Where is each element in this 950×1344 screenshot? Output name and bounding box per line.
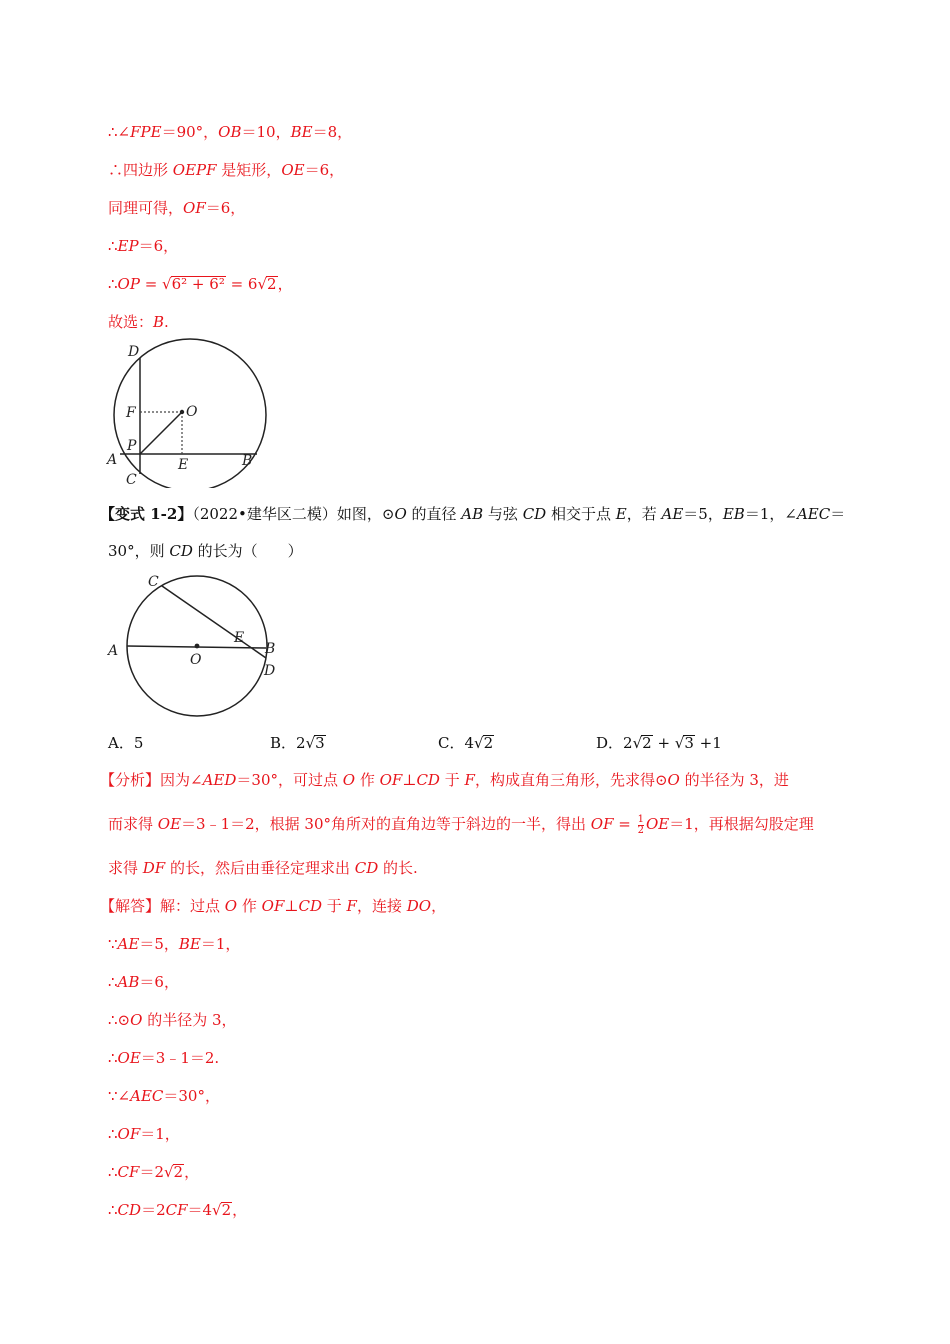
math-var: B [153, 313, 165, 331]
text: ∴ [108, 237, 118, 255]
text: ∴ [108, 1125, 118, 1143]
text: + [652, 734, 675, 752]
math-var: OP [117, 275, 140, 293]
math-var: OF [261, 897, 285, 915]
center-dot [180, 410, 184, 414]
math-var: FPE [130, 123, 162, 141]
text: ，若 [626, 505, 662, 523]
math-var: OF [117, 1125, 141, 1143]
answer-line-3 [108, 972, 179, 992]
text: 与弦 [483, 505, 523, 523]
math-var: OB [218, 123, 242, 141]
text: ∴ [108, 1049, 118, 1067]
analysis-line-3 [108, 858, 418, 878]
answer-line-4 [108, 1010, 237, 1030]
math-var: OF [379, 771, 403, 789]
text: +1 [694, 734, 722, 752]
solution-line-5: ∴OP = √6² + 6² = 6√2， [108, 275, 293, 293]
label-c: C [148, 574, 159, 590]
text: 故选： [108, 313, 154, 331]
text: 同理可得， [108, 199, 184, 217]
text: ∴ [108, 1163, 118, 1181]
text: ＝10， [241, 123, 291, 141]
text: ＝6， [304, 161, 345, 179]
text: （2022•建华区二模）如图， [192, 505, 382, 523]
text: 的半径为 3， [142, 1011, 237, 1029]
math-var: OE [157, 815, 182, 833]
text: = [139, 275, 163, 293]
problem-line-2 [108, 541, 303, 561]
answer-line-9: ∴CD＝2CF＝4√2， [108, 1201, 248, 1219]
option-d[interactable]: D．2√2 + √3 +1 [596, 734, 722, 752]
text: ∴∠ [108, 123, 131, 141]
label-b: B [265, 641, 276, 657]
text: ⊥ [402, 771, 417, 789]
answer-line-8: ∴CF＝2√2， [108, 1163, 200, 1181]
math-var: CD [354, 859, 379, 877]
text: ， [232, 1201, 248, 1219]
text: 作 [355, 771, 380, 789]
text: 因为∠ [160, 771, 203, 789]
text: 的长，然后由垂径定理求出 [165, 859, 355, 877]
option-letter: C． [438, 734, 465, 752]
math-var: O [130, 1011, 143, 1029]
option-value: 2 [296, 734, 306, 752]
math-var: OEPF [172, 161, 217, 179]
math-var: AED [202, 771, 237, 789]
option-a[interactable] [108, 732, 143, 753]
math-var: BE [290, 123, 313, 141]
radicand: 2 [173, 1163, 184, 1181]
text: ， [277, 275, 293, 293]
math-var: F [346, 897, 357, 915]
math-var: AB [117, 973, 140, 991]
math-var: CD [416, 771, 440, 789]
math-var: E [615, 505, 627, 523]
math-var: O [394, 505, 407, 523]
math-var: CF [117, 1163, 140, 1181]
label-d: D [264, 663, 276, 679]
solution-line-6 [108, 312, 169, 332]
text: 而求得 [108, 815, 158, 833]
text: ＝3﹣1＝2，根据 30°角所对的直角边等于斜边的一半，得出 [181, 815, 591, 833]
answer-line-7 [108, 1124, 180, 1144]
text: ＝90°， [161, 123, 219, 141]
math-var: AEC [796, 505, 831, 523]
text: ∴⊙ [108, 1011, 131, 1029]
answer-line-1 [100, 896, 446, 916]
text: ⊙ [381, 505, 395, 523]
text: 是矩形， [216, 161, 282, 179]
radicand: 6² + 6² [171, 275, 225, 293]
segment-op [140, 412, 182, 454]
text: ＝5， [683, 505, 723, 523]
label-f: F [126, 405, 136, 421]
text: 相交于点 [546, 505, 616, 523]
text: 30°，则 [108, 542, 170, 560]
analysis-tag: 【分析】 [100, 771, 161, 789]
text: 的直径 [406, 505, 462, 523]
label-e: E [234, 630, 245, 646]
math-var: BE [178, 935, 201, 953]
math-var: CD [169, 542, 193, 560]
text: ＝ [830, 505, 846, 523]
option-letter: A． [108, 734, 134, 752]
math-var: CD [298, 897, 322, 915]
radicand: 2 [267, 275, 277, 293]
text: . [164, 313, 169, 331]
text: 的长为（ ） [192, 542, 303, 560]
solution-line-3 [108, 198, 245, 218]
text: 于 [439, 771, 465, 789]
math-var: AB [461, 505, 484, 523]
label-o: O [190, 652, 202, 668]
text: ＝2 [141, 1201, 166, 1219]
label-p: P [127, 438, 137, 454]
text: ＝8， [312, 123, 353, 141]
math-var: CD [117, 1201, 142, 1219]
text: ＝6， [205, 199, 246, 217]
center-dot [195, 644, 200, 649]
answer-line-5 [108, 1048, 219, 1068]
text: 作 [237, 897, 262, 915]
text: ， [184, 1163, 200, 1181]
problem-tag: 【变式 1-2】 [100, 505, 193, 523]
text: 的半径为 3，进 [679, 771, 789, 789]
answer-line-6 [108, 1086, 220, 1106]
math-var: O [667, 771, 680, 789]
text: ∴ [108, 1201, 118, 1219]
label-b: B [242, 453, 253, 469]
text: 的长. [378, 859, 418, 877]
math-var: AE [117, 935, 140, 953]
math-var: F [464, 771, 475, 789]
radicand: 2 [642, 734, 652, 752]
label-c: C [126, 472, 137, 488]
text: ∴ [108, 973, 118, 991]
radicand: 2 [221, 1201, 232, 1219]
label-a: A [107, 452, 118, 468]
math-var: AE [661, 505, 684, 523]
text: ，构成直角三角形，先求得⊙ [474, 771, 668, 789]
answer-tag: 【解答】 [100, 897, 161, 915]
text: ∴四边形 [108, 161, 173, 179]
analysis-line-1 [100, 770, 789, 790]
solution-line-4 [108, 236, 178, 256]
label-a: A [108, 643, 119, 659]
math-var: OE [117, 1049, 141, 1067]
math-var: OE [281, 161, 305, 179]
radicand: 3 [684, 734, 694, 752]
analysis-line-2 [108, 814, 814, 836]
text: ＝30°，可过点 [236, 771, 343, 789]
math-var: O [342, 771, 356, 789]
text: ＝2 [139, 1163, 164, 1181]
math-var: OF [590, 815, 614, 833]
math-var: OF [183, 199, 206, 217]
option-value: 5 [133, 734, 144, 752]
text: ＝6， [139, 973, 179, 991]
math-var: EP [117, 237, 139, 255]
fraction-denominator: 2 [637, 824, 644, 836]
text: ，连接 [356, 897, 407, 915]
text: ＝1，∠ [744, 505, 797, 523]
label-d: D [128, 344, 140, 360]
text: ， [431, 897, 447, 915]
text: ＝1，再根据勾股定理 [669, 815, 814, 833]
text: ＝30°， [163, 1087, 220, 1105]
option-letter: B． [270, 734, 297, 752]
radicand: 3 [315, 734, 325, 752]
figure-2-circle-diagram [100, 570, 290, 722]
math-var: DO [406, 897, 432, 915]
math-var: AEC [130, 1087, 164, 1105]
text: 求得 [108, 859, 143, 877]
option-letter: D． [596, 734, 624, 752]
option-value: 2 [623, 734, 633, 752]
text: ⊥ [284, 897, 299, 915]
text: ＝3﹣1＝2. [140, 1049, 220, 1067]
text: ＝1， [200, 935, 241, 953]
text: ＝4 [187, 1201, 213, 1219]
fraction [638, 815, 644, 836]
figure-1-circle-diagram [100, 338, 280, 488]
fraction-numerator: 1 [637, 813, 644, 825]
solution-line-2 [108, 160, 344, 180]
math-var: CF [165, 1201, 188, 1219]
text: ∵ [108, 935, 118, 953]
text: = [613, 815, 636, 833]
option-c[interactable]: C．4√2 [438, 734, 494, 752]
text: ∴ [108, 275, 118, 293]
math-var: EB [722, 505, 745, 523]
text: ＝6， [138, 237, 179, 255]
option-value: 4 [464, 734, 475, 752]
radicand: 2 [483, 734, 494, 752]
option-b[interactable]: B．2√3 [270, 734, 325, 752]
solution-line-1 [108, 122, 352, 142]
problem-line-1 [100, 504, 845, 524]
label-o: O [186, 404, 198, 420]
text: = 6 [225, 275, 258, 293]
math-var: CD [522, 505, 547, 523]
answer-line-2 [108, 934, 240, 954]
text: ＝5， [139, 935, 179, 953]
label-e: E [178, 457, 189, 473]
math-var: OE [646, 815, 670, 833]
text: ＝1， [140, 1125, 180, 1143]
math-var: DF [142, 859, 166, 877]
text: 解：过点 [160, 897, 225, 915]
text: ∵∠ [108, 1087, 131, 1105]
math-var: O [224, 897, 238, 915]
text: 于 [322, 897, 347, 915]
